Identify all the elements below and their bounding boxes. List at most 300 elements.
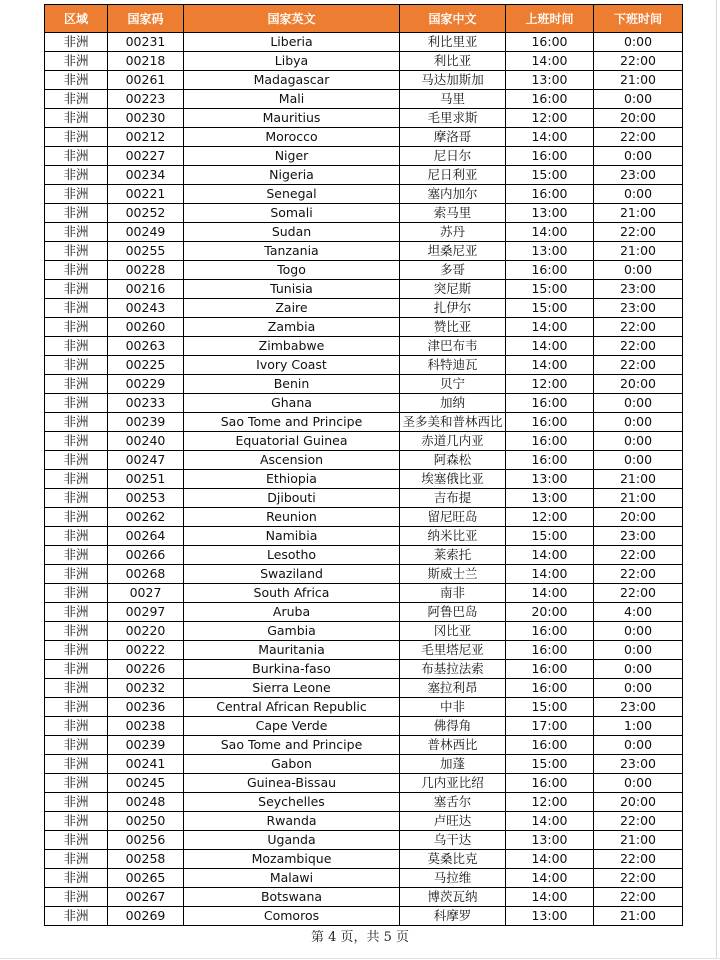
country-code-cell: 00227 [108, 147, 184, 166]
start-time-cell: 16:00 [506, 185, 594, 204]
end-time-cell: 0:00 [594, 90, 683, 109]
table-row [45, 318, 683, 337]
country-english-cell: Senegal [184, 185, 400, 204]
end-time-cell: 22:00 [594, 356, 683, 375]
region-cell: 非洲 [45, 736, 108, 755]
country-english-cell: Tunisia [184, 280, 400, 299]
country-code-cell: 00239 [108, 413, 184, 432]
country-english-cell: Mozambique [184, 850, 400, 869]
start-time-cell: 16:00 [506, 451, 594, 470]
end-time-cell: 22:00 [594, 565, 683, 584]
end-time-cell: 0:00 [594, 147, 683, 166]
page-bottom-line [0, 958, 720, 959]
end-time-cell: 23:00 [594, 527, 683, 546]
country-code-cell: 00243 [108, 299, 184, 318]
page-edge-line [716, 0, 717, 958]
country-english-cell: Mali [184, 90, 400, 109]
region-cell: 非洲 [45, 888, 108, 907]
region-cell: 非洲 [45, 204, 108, 223]
country-chinese-cell: 普林西比 [400, 736, 506, 755]
country-chinese-cell: 加纳 [400, 394, 506, 413]
country-chinese-cell: 阿鲁巴岛 [400, 603, 506, 622]
table-row [45, 432, 683, 451]
end-time-cell: 22:00 [594, 128, 683, 147]
country-chinese-cell: 乌干达 [400, 831, 506, 850]
country-english-cell: Reunion [184, 508, 400, 527]
country-code-cell: 00262 [108, 508, 184, 527]
start-time-cell: 14:00 [506, 850, 594, 869]
region-cell: 非洲 [45, 185, 108, 204]
region-cell: 非洲 [45, 432, 108, 451]
country-chinese-cell: 利比亚 [400, 52, 506, 71]
country-chinese-cell: 布基拉法索 [400, 660, 506, 679]
table-row [45, 109, 683, 128]
region-cell: 非洲 [45, 622, 108, 641]
country-code-cell: 00223 [108, 90, 184, 109]
country-code-cell: 00222 [108, 641, 184, 660]
start-time-cell: 15:00 [506, 698, 594, 717]
country-chinese-cell: 纳米比亚 [400, 527, 506, 546]
region-cell: 非洲 [45, 356, 108, 375]
start-time-cell: 14:00 [506, 869, 594, 888]
table-row [45, 698, 683, 717]
end-time-cell: 0:00 [594, 33, 683, 52]
region-cell: 非洲 [45, 413, 108, 432]
table-row [45, 736, 683, 755]
start-time-cell: 16:00 [506, 394, 594, 413]
start-time-cell: 15:00 [506, 299, 594, 318]
region-cell: 非洲 [45, 508, 108, 527]
header-end-time: 下班时间 [594, 5, 683, 33]
country-code-cell: 00261 [108, 71, 184, 90]
header-region: 区域 [45, 5, 108, 33]
region-cell: 非洲 [45, 831, 108, 850]
region-cell: 非洲 [45, 375, 108, 394]
start-time-cell: 14:00 [506, 223, 594, 242]
region-cell: 非洲 [45, 242, 108, 261]
table-row [45, 850, 683, 869]
table-row [45, 565, 683, 584]
country-english-cell: Zaire [184, 299, 400, 318]
country-chinese-cell: 圣多美和普林西比 [400, 413, 506, 432]
start-time-cell: 16:00 [506, 660, 594, 679]
region-cell: 非洲 [45, 793, 108, 812]
country-code-cell: 00212 [108, 128, 184, 147]
country-code-cell: 00232 [108, 679, 184, 698]
region-cell: 非洲 [45, 907, 108, 926]
country-code-cell: 00216 [108, 280, 184, 299]
country-english-cell: Libya [184, 52, 400, 71]
region-cell: 非洲 [45, 774, 108, 793]
country-english-cell: Cape Verde [184, 717, 400, 736]
start-time-cell: 12:00 [506, 109, 594, 128]
table-row [45, 489, 683, 508]
end-time-cell: 0:00 [594, 451, 683, 470]
region-cell: 非洲 [45, 109, 108, 128]
end-time-cell: 22:00 [594, 337, 683, 356]
page-number-footer: 第 4 页，共 5 页 [310, 930, 410, 945]
country-chinese-cell: 苏丹 [400, 223, 506, 242]
country-code-cell: 00221 [108, 185, 184, 204]
country-code-cell: 00264 [108, 527, 184, 546]
country-english-cell: Comoros [184, 907, 400, 926]
country-chinese-cell: 毛里塔尼亚 [400, 641, 506, 660]
country-chinese-cell: 塞拉利昂 [400, 679, 506, 698]
region-cell: 非洲 [45, 565, 108, 584]
country-chinese-cell: 摩洛哥 [400, 128, 506, 147]
country-english-cell: South Africa [184, 584, 400, 603]
table-row [45, 603, 683, 622]
region-cell: 非洲 [45, 147, 108, 166]
start-time-cell: 14:00 [506, 565, 594, 584]
end-time-cell: 22:00 [594, 584, 683, 603]
start-time-cell: 16:00 [506, 33, 594, 52]
country-chinese-cell: 冈比亚 [400, 622, 506, 641]
start-time-cell: 12:00 [506, 508, 594, 527]
country-code-cell: 00250 [108, 812, 184, 831]
country-english-cell: Zimbabwe [184, 337, 400, 356]
country-english-cell: Ghana [184, 394, 400, 413]
end-time-cell: 23:00 [594, 755, 683, 774]
region-cell: 非洲 [45, 90, 108, 109]
end-time-cell: 0:00 [594, 660, 683, 679]
start-time-cell: 14:00 [506, 52, 594, 71]
country-english-cell: Liberia [184, 33, 400, 52]
country-code-cell: 00249 [108, 223, 184, 242]
country-chinese-cell: 科特迪瓦 [400, 356, 506, 375]
country-code-cell: 00245 [108, 774, 184, 793]
table-row [45, 793, 683, 812]
table-row [45, 888, 683, 907]
end-time-cell: 0:00 [594, 679, 683, 698]
country-code-cell: 00248 [108, 793, 184, 812]
country-code-cell: 00256 [108, 831, 184, 850]
start-time-cell: 15:00 [506, 166, 594, 185]
region-cell: 非洲 [45, 299, 108, 318]
country-english-cell: Sudan [184, 223, 400, 242]
country-code-cell: 00263 [108, 337, 184, 356]
end-time-cell: 22:00 [594, 52, 683, 71]
country-code-cell: 00228 [108, 261, 184, 280]
end-time-cell: 0:00 [594, 394, 683, 413]
country-english-cell: Malawi [184, 869, 400, 888]
table-row [45, 508, 683, 527]
country-code-cell: 00233 [108, 394, 184, 413]
region-cell: 非洲 [45, 641, 108, 660]
region-cell: 非洲 [45, 603, 108, 622]
country-chinese-cell: 坦桑尼亚 [400, 242, 506, 261]
start-time-cell: 13:00 [506, 242, 594, 261]
country-code-cell: 00255 [108, 242, 184, 261]
start-time-cell: 16:00 [506, 147, 594, 166]
region-cell: 非洲 [45, 128, 108, 147]
country-english-cell: Sierra Leone [184, 679, 400, 698]
start-time-cell: 13:00 [506, 204, 594, 223]
table-row [45, 52, 683, 71]
country-worktime-table [44, 4, 683, 926]
end-time-cell: 20:00 [594, 793, 683, 812]
table-row [45, 413, 683, 432]
start-time-cell: 15:00 [506, 527, 594, 546]
country-english-cell: Togo [184, 261, 400, 280]
end-time-cell: 0:00 [594, 261, 683, 280]
country-code-cell: 00229 [108, 375, 184, 394]
start-time-cell: 14:00 [506, 356, 594, 375]
table-row [45, 812, 683, 831]
end-time-cell: 0:00 [594, 185, 683, 204]
start-time-cell: 16:00 [506, 432, 594, 451]
country-chinese-cell: 毛里求斯 [400, 109, 506, 128]
end-time-cell: 22:00 [594, 318, 683, 337]
country-english-cell: Zambia [184, 318, 400, 337]
end-time-cell: 20:00 [594, 375, 683, 394]
country-code-cell: 00265 [108, 869, 184, 888]
region-cell: 非洲 [45, 71, 108, 90]
table-row [45, 356, 683, 375]
table-row [45, 223, 683, 242]
end-time-cell: 23:00 [594, 698, 683, 717]
table-row [45, 204, 683, 223]
end-time-cell: 1:00 [594, 717, 683, 736]
table-row [45, 128, 683, 147]
country-english-cell: Namibia [184, 527, 400, 546]
region-cell: 非洲 [45, 679, 108, 698]
country-chinese-cell: 马拉维 [400, 869, 506, 888]
country-code-cell: 00247 [108, 451, 184, 470]
country-chinese-cell: 索马里 [400, 204, 506, 223]
region-cell: 非洲 [45, 451, 108, 470]
start-time-cell: 16:00 [506, 736, 594, 755]
country-code-cell: 00297 [108, 603, 184, 622]
country-chinese-cell: 卢旺达 [400, 812, 506, 831]
country-english-cell: Tanzania [184, 242, 400, 261]
end-time-cell: 22:00 [594, 812, 683, 831]
table-row [45, 641, 683, 660]
start-time-cell: 16:00 [506, 413, 594, 432]
table-row [45, 299, 683, 318]
region-cell: 非洲 [45, 660, 108, 679]
start-time-cell: 14:00 [506, 812, 594, 831]
country-english-cell: Ivory Coast [184, 356, 400, 375]
table-row [45, 869, 683, 888]
country-chinese-cell: 几内亚比绍 [400, 774, 506, 793]
end-time-cell: 21:00 [594, 831, 683, 850]
country-code-cell: 00239 [108, 736, 184, 755]
country-chinese-cell: 塞舌尔 [400, 793, 506, 812]
country-code-cell: 00240 [108, 432, 184, 451]
country-code-cell: 00218 [108, 52, 184, 71]
table-row [45, 242, 683, 261]
table-row [45, 717, 683, 736]
country-chinese-cell: 多哥 [400, 261, 506, 280]
region-cell: 非洲 [45, 755, 108, 774]
country-english-cell: Somali [184, 204, 400, 223]
country-code-cell: 00241 [108, 755, 184, 774]
country-code-cell: 00231 [108, 33, 184, 52]
country-chinese-cell: 扎伊尔 [400, 299, 506, 318]
start-time-cell: 14:00 [506, 318, 594, 337]
end-time-cell: 0:00 [594, 432, 683, 451]
country-chinese-cell: 马达加斯加 [400, 71, 506, 90]
country-chinese-cell: 莱索托 [400, 546, 506, 565]
country-english-cell: Mauritius [184, 109, 400, 128]
region-cell: 非洲 [45, 717, 108, 736]
country-code-cell: 00269 [108, 907, 184, 926]
header-country-code: 国家码 [108, 5, 184, 33]
region-cell: 非洲 [45, 166, 108, 185]
start-time-cell: 15:00 [506, 755, 594, 774]
country-chinese-cell: 斯威士兰 [400, 565, 506, 584]
country-code-cell: 00236 [108, 698, 184, 717]
country-chinese-cell: 马里 [400, 90, 506, 109]
end-time-cell: 0:00 [594, 622, 683, 641]
country-code-cell: 0027 [108, 584, 184, 603]
country-english-cell: Guinea-Bissau [184, 774, 400, 793]
country-english-cell: Seychelles [184, 793, 400, 812]
end-time-cell: 22:00 [594, 888, 683, 907]
table-row [45, 185, 683, 204]
start-time-cell: 14:00 [506, 337, 594, 356]
start-time-cell: 16:00 [506, 261, 594, 280]
country-english-cell: Aruba [184, 603, 400, 622]
country-chinese-cell: 科摩罗 [400, 907, 506, 926]
country-code-cell: 00230 [108, 109, 184, 128]
table-body [45, 33, 683, 926]
end-time-cell: 21:00 [594, 204, 683, 223]
country-chinese-cell: 尼日尔 [400, 147, 506, 166]
region-cell: 非洲 [45, 33, 108, 52]
start-time-cell: 15:00 [506, 280, 594, 299]
region-cell: 非洲 [45, 52, 108, 71]
country-english-cell: Burkina-faso [184, 660, 400, 679]
region-cell: 非洲 [45, 527, 108, 546]
country-english-cell: Djibouti [184, 489, 400, 508]
start-time-cell: 16:00 [506, 774, 594, 793]
start-time-cell: 16:00 [506, 679, 594, 698]
country-chinese-cell: 佛得角 [400, 717, 506, 736]
end-time-cell: 21:00 [594, 489, 683, 508]
country-chinese-cell: 塞内加尔 [400, 185, 506, 204]
end-time-cell: 0:00 [594, 641, 683, 660]
country-english-cell: Mauritania [184, 641, 400, 660]
country-english-cell: Gambia [184, 622, 400, 641]
region-cell: 非洲 [45, 584, 108, 603]
country-code-cell: 00225 [108, 356, 184, 375]
table-row [45, 394, 683, 413]
country-chinese-cell: 突尼斯 [400, 280, 506, 299]
region-cell: 非洲 [45, 812, 108, 831]
start-time-cell: 14:00 [506, 546, 594, 565]
table-row [45, 261, 683, 280]
end-time-cell: 23:00 [594, 280, 683, 299]
table-row [45, 755, 683, 774]
table-row [45, 280, 683, 299]
country-chinese-cell: 留尼旺岛 [400, 508, 506, 527]
end-time-cell: 21:00 [594, 242, 683, 261]
start-time-cell: 13:00 [506, 489, 594, 508]
country-code-cell: 00220 [108, 622, 184, 641]
start-time-cell: 20:00 [506, 603, 594, 622]
country-chinese-cell: 尼日利亚 [400, 166, 506, 185]
start-time-cell: 13:00 [506, 470, 594, 489]
end-time-cell: 22:00 [594, 223, 683, 242]
country-chinese-cell: 津巴布韦 [400, 337, 506, 356]
country-code-cell: 00267 [108, 888, 184, 907]
table-row [45, 33, 683, 52]
region-cell: 非洲 [45, 546, 108, 565]
country-code-cell: 00266 [108, 546, 184, 565]
country-english-cell: Nigeria [184, 166, 400, 185]
country-chinese-cell: 南非 [400, 584, 506, 603]
country-chinese-cell: 贝宁 [400, 375, 506, 394]
country-english-cell: Ethiopia [184, 470, 400, 489]
end-time-cell: 21:00 [594, 907, 683, 926]
region-cell: 非洲 [45, 318, 108, 337]
end-time-cell: 22:00 [594, 869, 683, 888]
table-row [45, 622, 683, 641]
country-english-cell: Central African Republic [184, 698, 400, 717]
country-code-cell: 00234 [108, 166, 184, 185]
table-row [45, 470, 683, 489]
country-english-cell: Gabon [184, 755, 400, 774]
country-code-cell: 00251 [108, 470, 184, 489]
table-row [45, 831, 683, 850]
country-code-cell: 00238 [108, 717, 184, 736]
end-time-cell: 0:00 [594, 774, 683, 793]
country-chinese-cell: 加蓬 [400, 755, 506, 774]
region-cell: 非洲 [45, 280, 108, 299]
country-chinese-cell: 埃塞俄比亚 [400, 470, 506, 489]
end-time-cell: 22:00 [594, 546, 683, 565]
end-time-cell: 23:00 [594, 299, 683, 318]
table-header-row [45, 5, 683, 33]
start-time-cell: 14:00 [506, 128, 594, 147]
start-time-cell: 13:00 [506, 907, 594, 926]
country-code-cell: 00268 [108, 565, 184, 584]
country-english-cell: Botswana [184, 888, 400, 907]
table-row [45, 90, 683, 109]
start-time-cell: 12:00 [506, 793, 594, 812]
header-country-english: 国家英文 [184, 5, 400, 33]
end-time-cell: 0:00 [594, 736, 683, 755]
region-cell: 非洲 [45, 698, 108, 717]
table-row [45, 584, 683, 603]
region-cell: 非洲 [45, 394, 108, 413]
start-time-cell: 16:00 [506, 90, 594, 109]
country-worktime-table-container [44, 4, 682, 926]
end-time-cell: 20:00 [594, 508, 683, 527]
table-row [45, 71, 683, 90]
country-english-cell: Niger [184, 147, 400, 166]
country-english-cell: Ascension [184, 451, 400, 470]
country-code-cell: 00260 [108, 318, 184, 337]
region-cell: 非洲 [45, 223, 108, 242]
country-chinese-cell: 利比里亚 [400, 33, 506, 52]
region-cell: 非洲 [45, 470, 108, 489]
end-time-cell: 0:00 [594, 413, 683, 432]
country-english-cell: Sao Tome and Principe [184, 736, 400, 755]
country-english-cell: Equatorial Guinea [184, 432, 400, 451]
start-time-cell: 14:00 [506, 888, 594, 907]
country-english-cell: Sao Tome and Principe [184, 413, 400, 432]
table-row [45, 166, 683, 185]
table-row [45, 451, 683, 470]
table-row [45, 337, 683, 356]
country-english-cell: Lesotho [184, 546, 400, 565]
country-code-cell: 00226 [108, 660, 184, 679]
end-time-cell: 21:00 [594, 470, 683, 489]
country-chinese-cell: 吉布提 [400, 489, 506, 508]
